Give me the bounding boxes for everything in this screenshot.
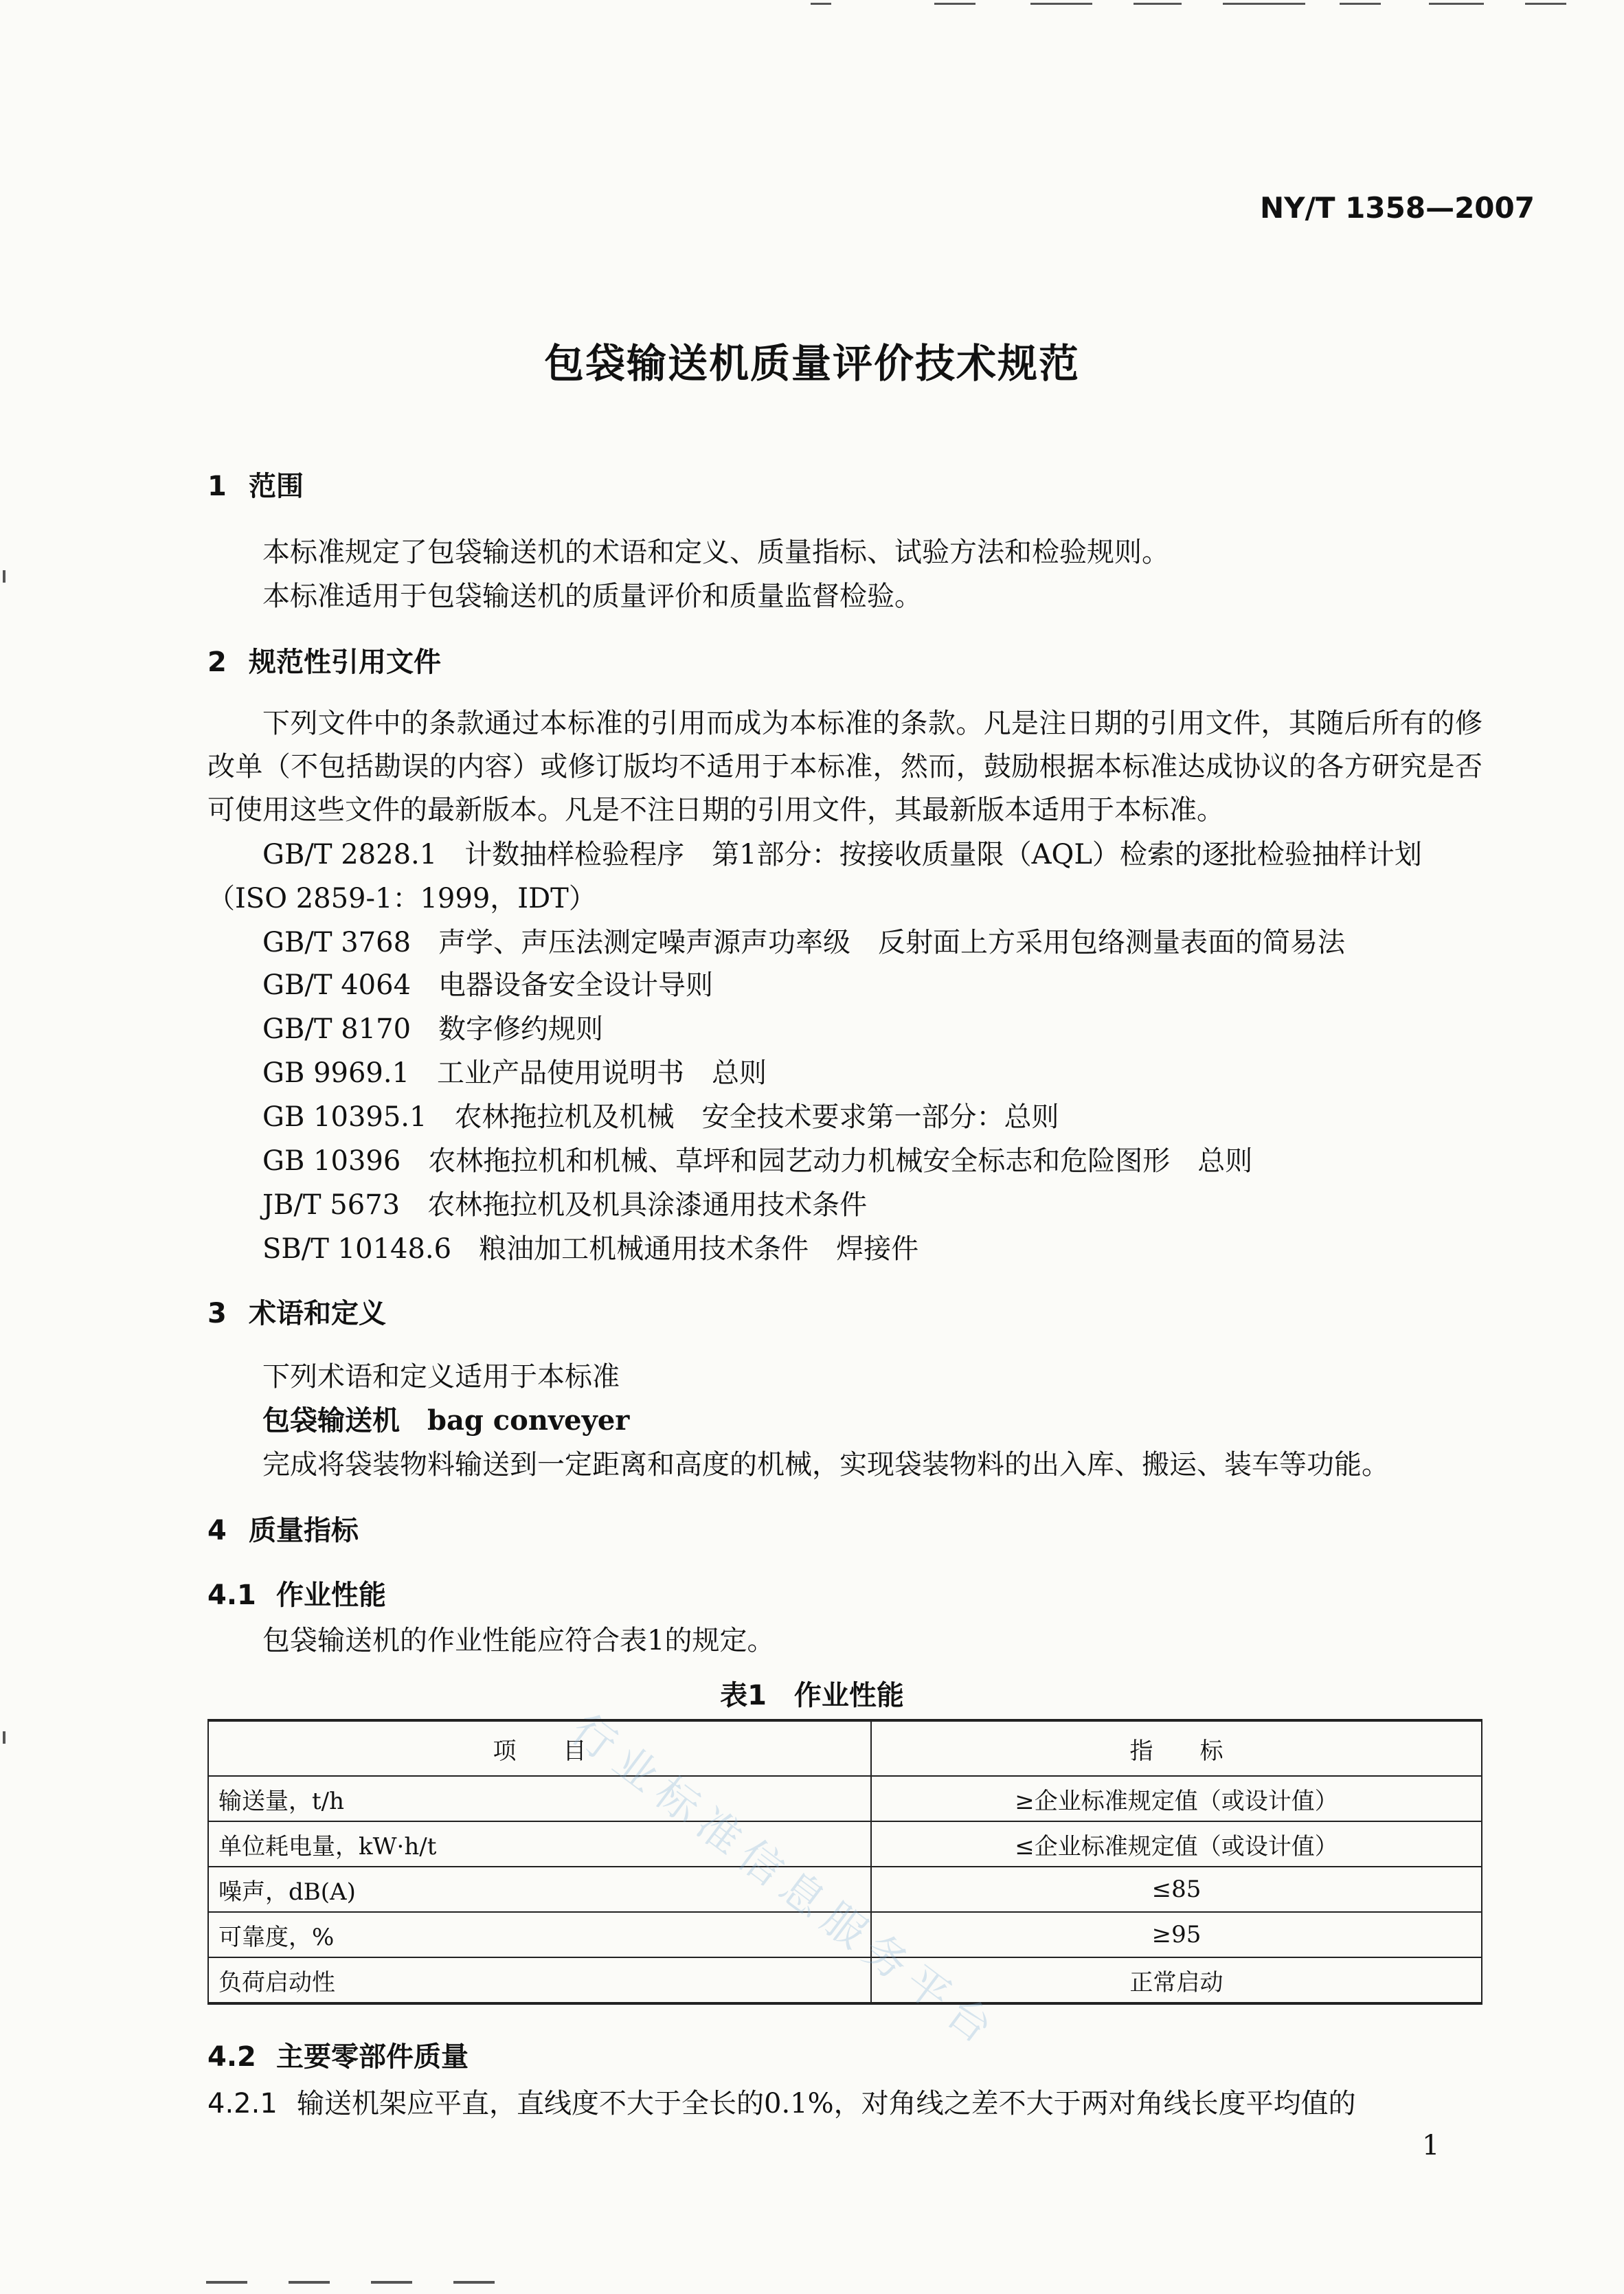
term-definition: 完成将袋装物料输送到一定距离和高度的机械，实现袋装物料的出入库、搬运、装车等功能。	[262, 1449, 1389, 1481]
document-title: 包袋输送机质量评价技术规范	[543, 340, 1080, 387]
reference-item	[262, 1227, 918, 1266]
reference-item	[262, 1051, 767, 1090]
scan-mark	[1525, 3, 1566, 5]
reference-item	[262, 963, 713, 1002]
section-title: 质量指标	[249, 1515, 359, 1547]
reference-text: 农林拖拉机及机具涂漆通用技术条件	[427, 1189, 868, 1221]
section-2-heading	[207, 640, 441, 679]
section-4-1-heading	[207, 1573, 386, 1612]
reference-item	[262, 921, 1345, 960]
reference-item	[262, 833, 1422, 872]
section-4-2-1-paragraph	[207, 2082, 1356, 2121]
reference-code: GB 10395.1	[262, 1101, 427, 1133]
scan-mark	[206, 2281, 247, 2284]
table-cell-value: ≤企业标准规定值（或设计值）	[871, 1821, 1482, 1867]
section-number: 1	[207, 471, 227, 502]
section-2-intro: 下列文件中的条款通过本标准的引用而成为本标准的条款。凡是注日期的引用文件，其随后所有的修改单（不包括勘误的内容）或修订版均不适用于本标准，然而，鼓励根据本标准达成协议的各方研究是否可使用这些文件的最新版本。凡是不注日期的引用文件，其最新版本适用于本标准。	[207, 708, 1482, 826]
section-4-1-paragraph: 包袋输送机的作业性能应符合表1的规定。	[262, 1625, 775, 1656]
scan-mark	[934, 3, 975, 5]
section-1-paragraph: 本标准适用于包袋输送机的质量评价和质量监督检验。	[262, 581, 922, 612]
section-number: 3	[207, 1298, 227, 1329]
section-3-intro: 下列术语和定义适用于本标准	[262, 1361, 620, 1393]
reference-code: SB/T 10148.6	[262, 1233, 452, 1265]
term-english: bag conveyer	[427, 1404, 630, 1437]
section-title: 作业性能	[276, 1579, 386, 1611]
reference-text: 声学、声压法测定噪声源声功率级 反射面上方采用包络测量表面的简易法	[438, 927, 1346, 958]
reference-item	[207, 877, 596, 916]
section-title: 范围	[249, 471, 304, 502]
table-row	[208, 1821, 1482, 1867]
scan-mark	[811, 3, 831, 5]
reference-code: GB/T 4064	[262, 969, 411, 1001]
section-number: 4.1	[207, 1579, 256, 1611]
term-chinese: 包袋输送机	[262, 1405, 400, 1437]
scan-mark	[453, 2281, 495, 2284]
table-cell-item: 可靠度，%	[208, 1912, 871, 1957]
reference-code: GB 10396	[262, 1145, 401, 1177]
table-cell-item: 输送量，t/h	[208, 1776, 871, 1821]
table-header-indicator: 指 标	[871, 1720, 1482, 1776]
section-4-heading	[207, 1509, 359, 1548]
table-cell-value: ≤85	[871, 1867, 1482, 1912]
table-header-item: 项 目	[208, 1720, 871, 1776]
scan-mark	[3, 1731, 5, 1744]
standard-number: NY/T 1358—2007	[1260, 191, 1535, 225]
scan-mark	[1340, 3, 1381, 5]
reference-text: 数字修约规则	[438, 1013, 604, 1045]
section-number: 2	[207, 646, 227, 678]
scan-mark	[1223, 3, 1305, 5]
section-3-heading	[207, 1292, 386, 1331]
reference-item	[262, 1007, 603, 1046]
table-caption: 表1 作业性能	[720, 1680, 904, 1711]
page-number: 1	[1422, 2130, 1440, 2161]
scan-mark	[1030, 3, 1092, 5]
reference-text: 农林拖拉机和机械、草坪和园艺动力机械安全标志和危险图形 总则	[428, 1145, 1253, 1177]
reference-text: 电器设备安全设计导则	[438, 969, 714, 1001]
table-cell-value: ≥企业标准规定值（或设计值）	[871, 1776, 1482, 1821]
scan-mark	[3, 570, 5, 583]
scan-mark	[1134, 3, 1182, 5]
table-cell-item: 噪声，dB(A)	[208, 1867, 871, 1912]
table-cell-item: 单位耗电量，kW·h/t	[208, 1821, 871, 1867]
section-number: 4.2	[207, 2041, 256, 2073]
section-title: 规范性引用文件	[249, 646, 441, 678]
section-number: 4	[207, 1515, 227, 1547]
table-cell-value: 正常启动	[871, 1957, 1482, 2003]
reference-code: GB 9969.1	[262, 1057, 410, 1089]
table-row	[208, 1957, 1482, 2003]
reference-code: GB/T 8170	[262, 1013, 411, 1045]
scan-mark	[371, 2281, 412, 2284]
reference-code: GB/T 3768	[262, 927, 411, 958]
watermark: 行业标准信息服务平台	[562, 1704, 1010, 2059]
reference-item	[262, 1095, 1059, 1134]
performance-table	[207, 1719, 1482, 2005]
section-4-2-heading	[207, 2035, 469, 2074]
reference-text: 计数抽样检验程序 第1部分：按接收质量限（AQL）检索的逐批检验抽样计划	[464, 839, 1422, 870]
table-header-row	[208, 1720, 1482, 1776]
clause-number: 4.2.1	[207, 2088, 278, 2119]
reference-item	[262, 1183, 867, 1222]
reference-text: 粮油加工机械通用技术条件 焊接件	[479, 1233, 919, 1265]
reference-item	[262, 1139, 1252, 1178]
reference-text: 农林拖拉机及机械 安全技术要求第一部分：总则	[454, 1101, 1059, 1133]
reference-code: GB/T 2828.1	[262, 839, 438, 870]
scan-mark	[1429, 3, 1484, 5]
section-1-heading	[207, 464, 304, 504]
reference-code: JB/T 5673	[262, 1189, 401, 1221]
reference-text: 工业产品使用说明书 总则	[437, 1057, 767, 1089]
section-title: 术语和定义	[249, 1298, 386, 1329]
scan-mark	[289, 2281, 330, 2284]
term-entry	[262, 1399, 629, 1438]
section-title: 主要零部件质量	[276, 2041, 469, 2073]
clause-text: 输送机架应平直，直线度不大于全长的0.1%，对角线之差不大于两对角线长度平均值的	[297, 2088, 1356, 2119]
section-1-paragraph: 本标准规定了包袋输送机的术语和定义、质量指标、试验方法和检验规则。	[262, 537, 1169, 568]
reference-text: （ISO 2859-1：1999，IDT）	[207, 883, 596, 914]
table-cell-value: ≥95	[871, 1912, 1482, 1957]
table-row	[208, 1776, 1482, 1821]
table-cell-item: 负荷启动性	[208, 1957, 871, 2003]
